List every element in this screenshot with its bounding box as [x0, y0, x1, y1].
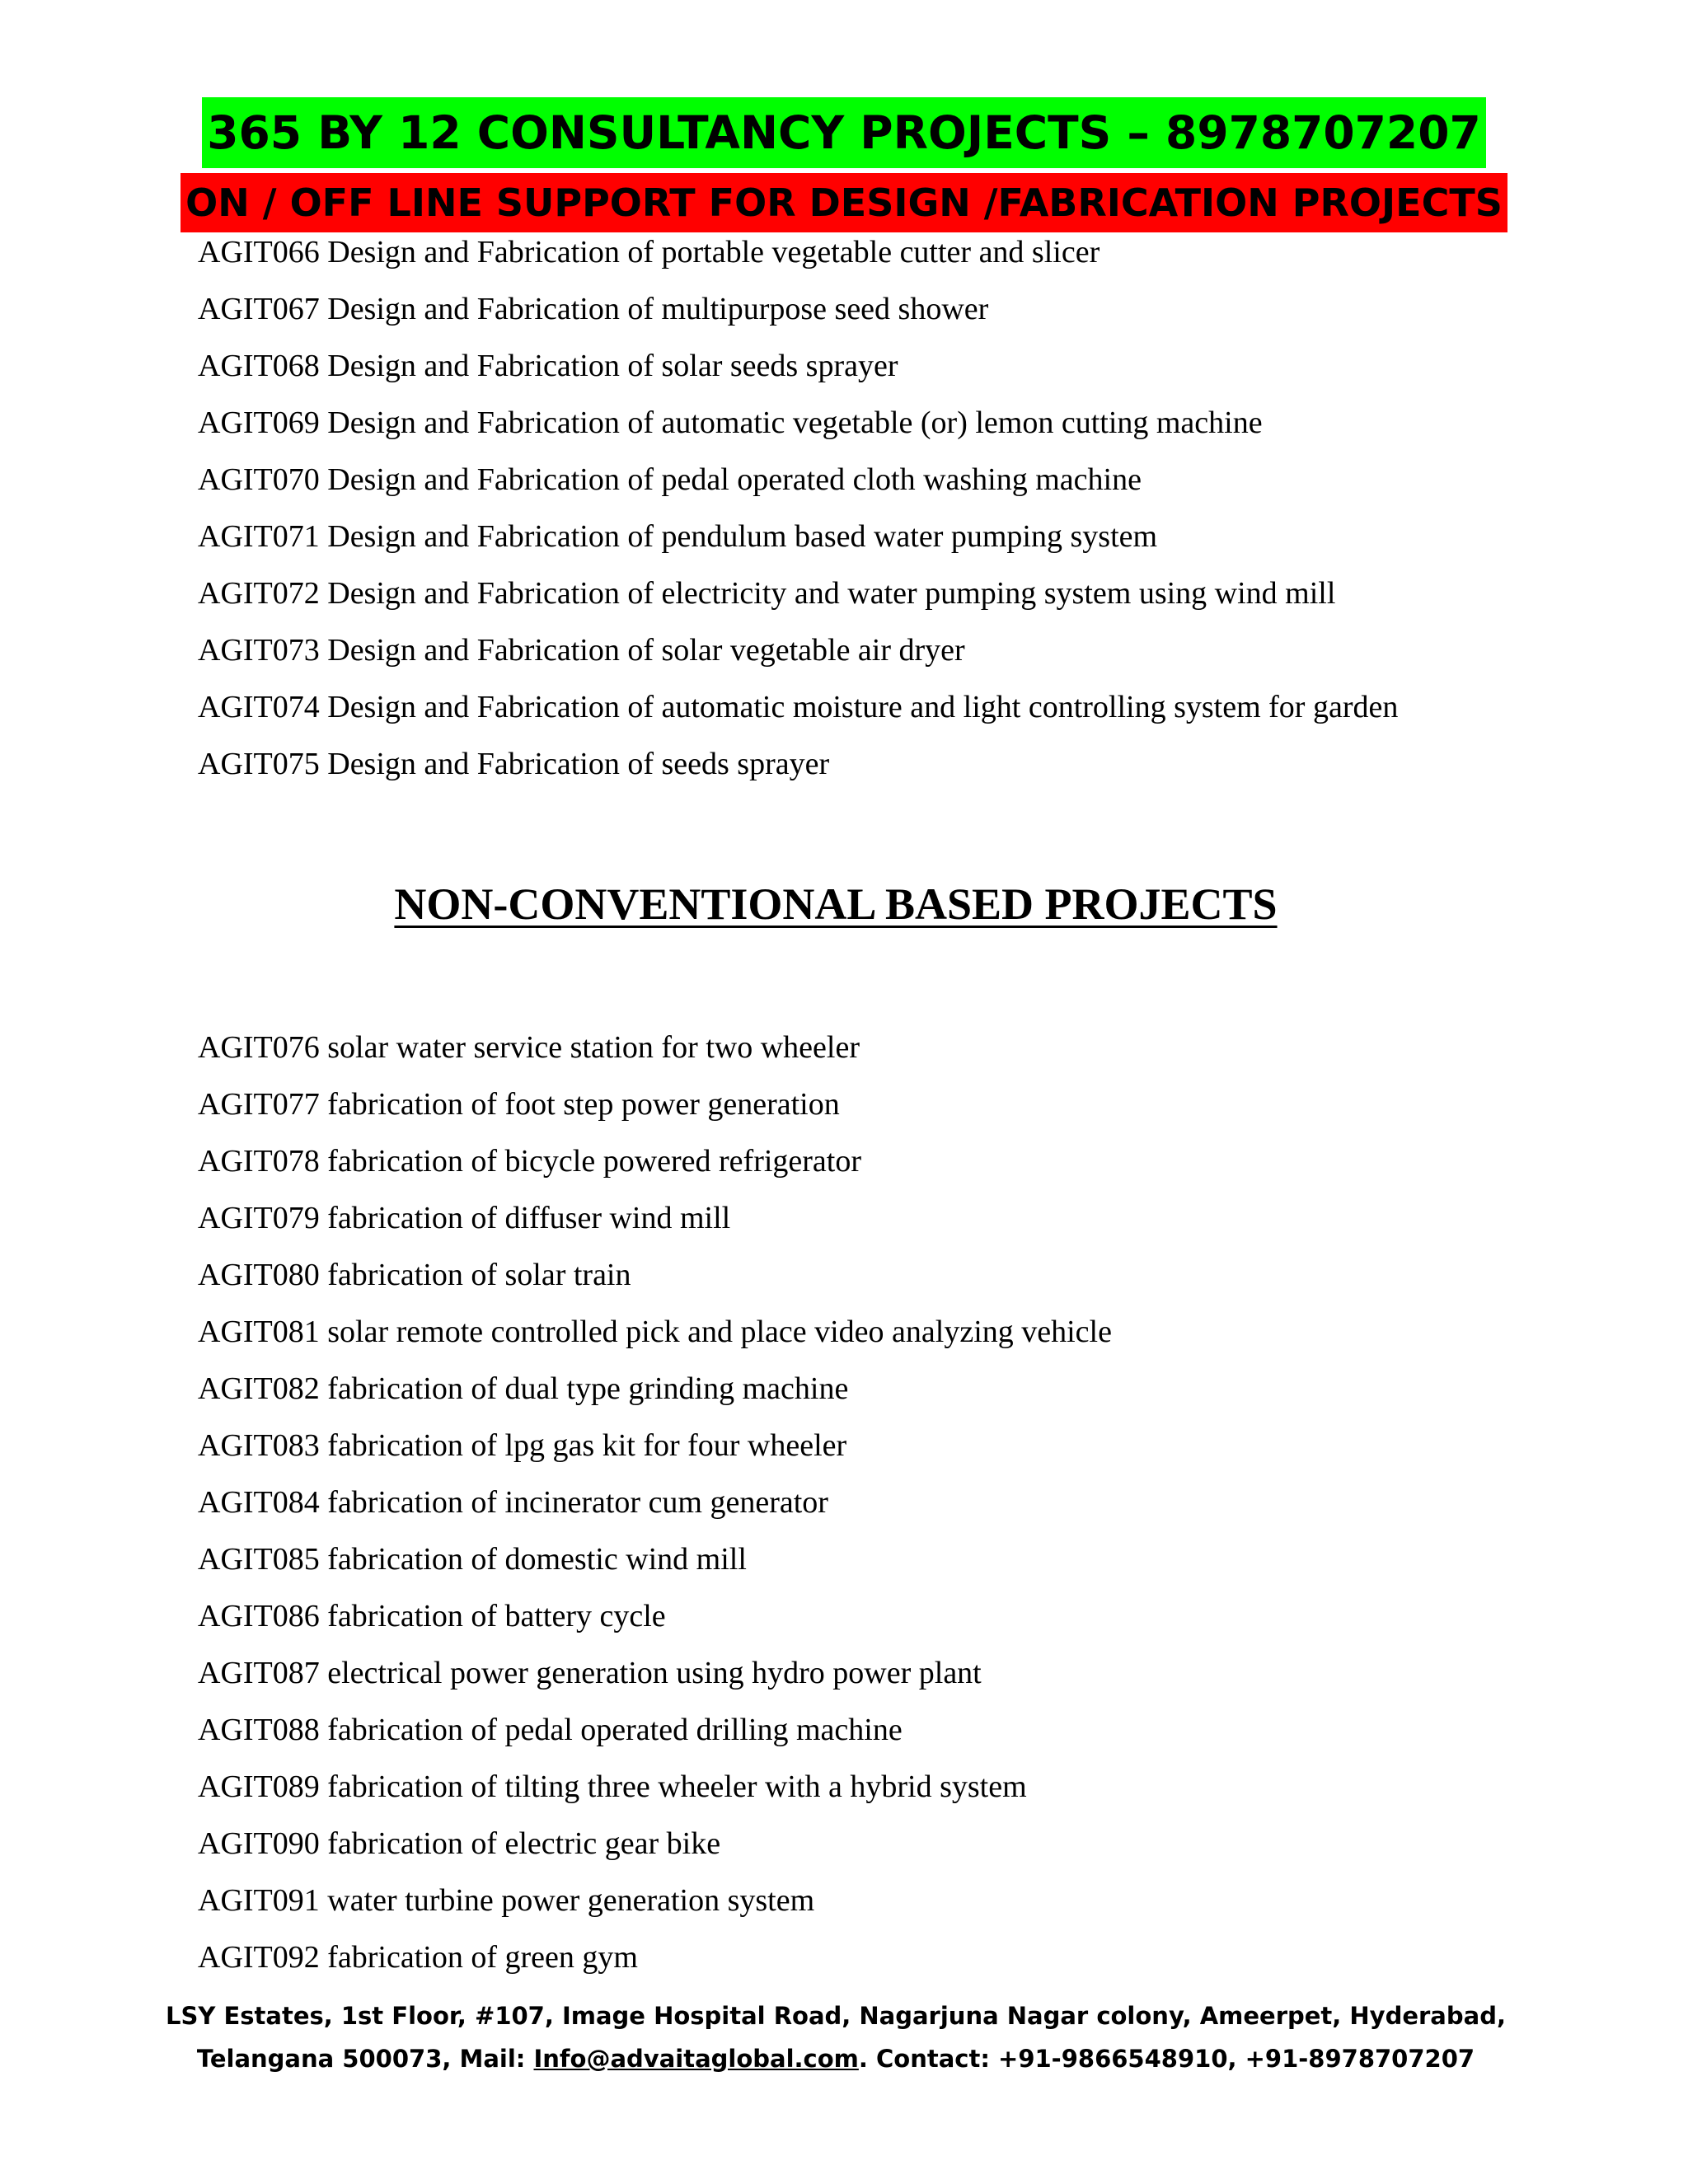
list-item: AGIT092 fabrication of green gym [198, 1940, 638, 1975]
list-item: AGIT089 fabrication of tilting three wheeler with a hybrid system [198, 1769, 1027, 1804]
list-item: AGIT086 fabrication of battery cycle [198, 1599, 666, 1633]
section-heading: NON-CONVENTIONAL BASED PROJECTS [394, 879, 1278, 929]
list-item: AGIT084 fabrication of incinerator cum generator [198, 1485, 828, 1520]
list-item: AGIT090 fabrication of electric gear bike [198, 1826, 721, 1861]
list-item: AGIT068 Design and Fabrication of solar seeds sprayer [198, 349, 898, 383]
list-item: AGIT074 Design and Fabrication of automatic moisture and light controlling system for garden [198, 690, 1399, 724]
design-projects-list [198, 224, 1398, 793]
list-item: AGIT073 Design and Fabrication of solar vegetable air dryer [198, 633, 965, 668]
list-item: AGIT071 Design and Fabrication of pendulum based water pumping system [198, 519, 1158, 554]
list-item: AGIT067 Design and Fabrication of multipurpose seed shower [198, 292, 989, 326]
page-subtitle: ON / OFF LINE SUPPORT FOR DESIGN /FABRICATION PROJECTS [181, 173, 1507, 232]
list-item: AGIT080 fabrication of solar train [198, 1258, 631, 1292]
list-item: AGIT082 fabrication of dual type grinding machine [198, 1371, 849, 1406]
footer-contact-line [0, 2037, 1672, 2080]
list-item: AGIT069 Design and Fabrication of automatic vegetable (or) lemon cutting machine [198, 405, 1263, 440]
list-item: AGIT083 fabrication of lpg gas kit for four wheeler [198, 1428, 847, 1463]
footer-contact-suffix: . Contact: +91-9866548910, +91-8978707207 [858, 2045, 1475, 2073]
list-item: AGIT066 Design and Fabrication of portable vegetable cutter and slicer [198, 235, 1100, 269]
page-title: 365 BY 12 CONSULTANCY PROJECTS – 8978707207 [202, 97, 1486, 168]
email-link[interactable]: Info@advaitaglobal.com [533, 2045, 859, 2073]
list-item: AGIT076 solar water service station for two wheeler [198, 1030, 860, 1065]
footer-contact-prefix: Telangana 500073, Mail: [196, 2045, 534, 2073]
list-item: AGIT079 fabrication of diffuser wind mill [198, 1201, 731, 1235]
list-item: AGIT087 electrical power generation using hydro power plant [198, 1656, 982, 1690]
list-item: AGIT081 solar remote controlled pick and place video analyzing vehicle [198, 1315, 1112, 1349]
list-item: AGIT077 fabrication of foot step power generation [198, 1087, 840, 1122]
non-conventional-projects-list [198, 1019, 1112, 1986]
list-item: AGIT078 fabrication of bicycle powered refrigerator [198, 1144, 862, 1179]
list-item: AGIT075 Design and Fabrication of seeds sprayer [198, 747, 830, 781]
list-item: AGIT088 fabrication of pedal operated drilling machine [198, 1713, 903, 1747]
footer-address-line: LSY Estates, 1st Floor, #107, Image Hospital Road, Nagarjuna Nagar colony, Ameerpet, Hyderabad, [166, 2002, 1506, 2030]
footer-address [0, 1994, 1672, 2080]
list-item: AGIT070 Design and Fabrication of pedal operated cloth washing machine [198, 462, 1142, 497]
list-item: AGIT085 fabrication of domestic wind mill [198, 1542, 747, 1577]
header-title-row [0, 97, 1688, 168]
list-item: AGIT091 water turbine power generation system [198, 1883, 815, 1918]
list-item: AGIT072 Design and Fabrication of electricity and water pumping system using wind mill [198, 576, 1336, 611]
